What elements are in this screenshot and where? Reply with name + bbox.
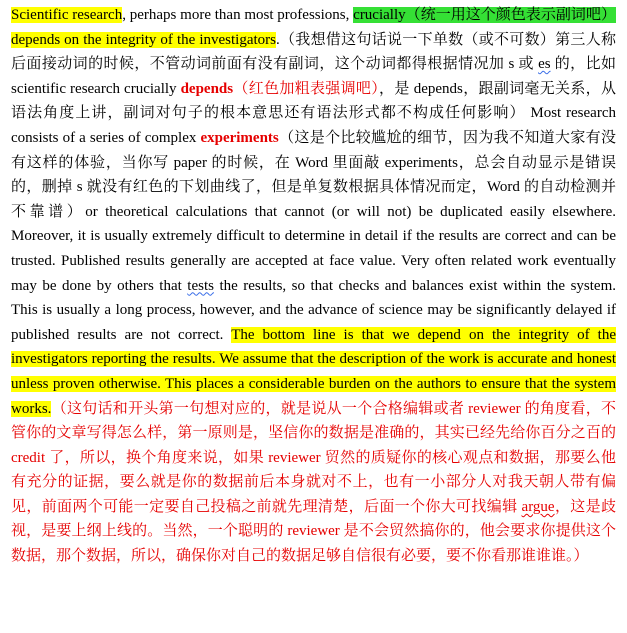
annotation-text: ，是 depends，跟副词毫无关系，从语法角度上讲，副词对句子的根本意思还有语法形式都不构成任何影响） Most research consists of a series of complex [11, 80, 616, 146]
annotation-text: .（我想借这句话说一下单数（或不可数）第三人称后面接动词的时候，不管动词前面有没有副词，这个动词都得根据情况加 s 或 [11, 31, 616, 73]
red-annotation: ，这是歧视，是要上纲上线的。当然，一个聪明的 reviewer 是不会贸然搞你的，他会要求你提供这个数据，那个数据，所以，确保你对自己的数据足够自信很有必要，要不你看那谁谁谁。） [11, 498, 616, 565]
emphasis-note: （红色加粗表强调吧） [233, 80, 380, 97]
body-text: the results, so that checks and balances exist within the system. This is usually a long process, however, and the advance of science may be significantly delayed if published results are not correct. [11, 277, 616, 343]
annotated-paragraph [11, 3, 616, 569]
body-text: , perhaps more than most professions, [122, 7, 354, 23]
highlighted-sentence: The bottom line is that we depend on the integrity of the investigators reporting the results. We assume that the description of the work is accurate and honest unless proven otherwise. This places a considerable burden on the authors to ensure that the system works. [11, 326, 616, 417]
spellcheck-word: es [538, 56, 551, 73]
highlighted-phrase: Scientific research [11, 7, 123, 23]
annotation-text: 的，比如 scientific research crucially [11, 56, 616, 97]
adverb-highlight: crucially [353, 7, 406, 23]
highlighted-phrase: depends on the integrity of the investigators [11, 31, 276, 48]
spellcheck-word: argue [521, 498, 555, 515]
red-annotation: （这句话和开头第一句想对应的，就是说从一个合格编辑或者 reviewer 的角度看，不管你的文章写得怎么样，第一原则是，坚信你的数据是准确的，其实已经先给你百分之百的 credit 了，所以，换个角度来说，如果 reviewer 贸然的质疑你的核心观点和数据，那要么他有充分的证据，要么就是你的数据前后本身就对不上，也有一小部分人对我天朝人带有偏见，前面两个可能一定要自己投稿之前就先理清楚，后面一个你大可找编辑 [11, 400, 616, 515]
annotation-text: （这是个比较尴尬的细节，因为我不知道大家有没有这样的体验，当你写 paper 的时候，在 Word 里面敲 experiments，总会自动显示是错误的，删掉 s 就没有红色的下划曲线了，但是单复数根据具体情况而定，Word 的自动检测并不靠谱）or theoretical calculations that cannot (or will not) be duplicated easily elsewhere. Moreover, it is usually extremely difficult to determine in detail if the results are correct and can be trusted. Published results generally are accepted at face value. Very often related work eventually may be done by others that [11, 129, 616, 294]
adverb-note: （统一用这个颜色表示副词吧） [405, 7, 616, 23]
emphasis-word: depends [180, 80, 234, 97]
spellcheck-word: tests [187, 277, 214, 294]
emphasis-word: experiments [200, 129, 279, 146]
